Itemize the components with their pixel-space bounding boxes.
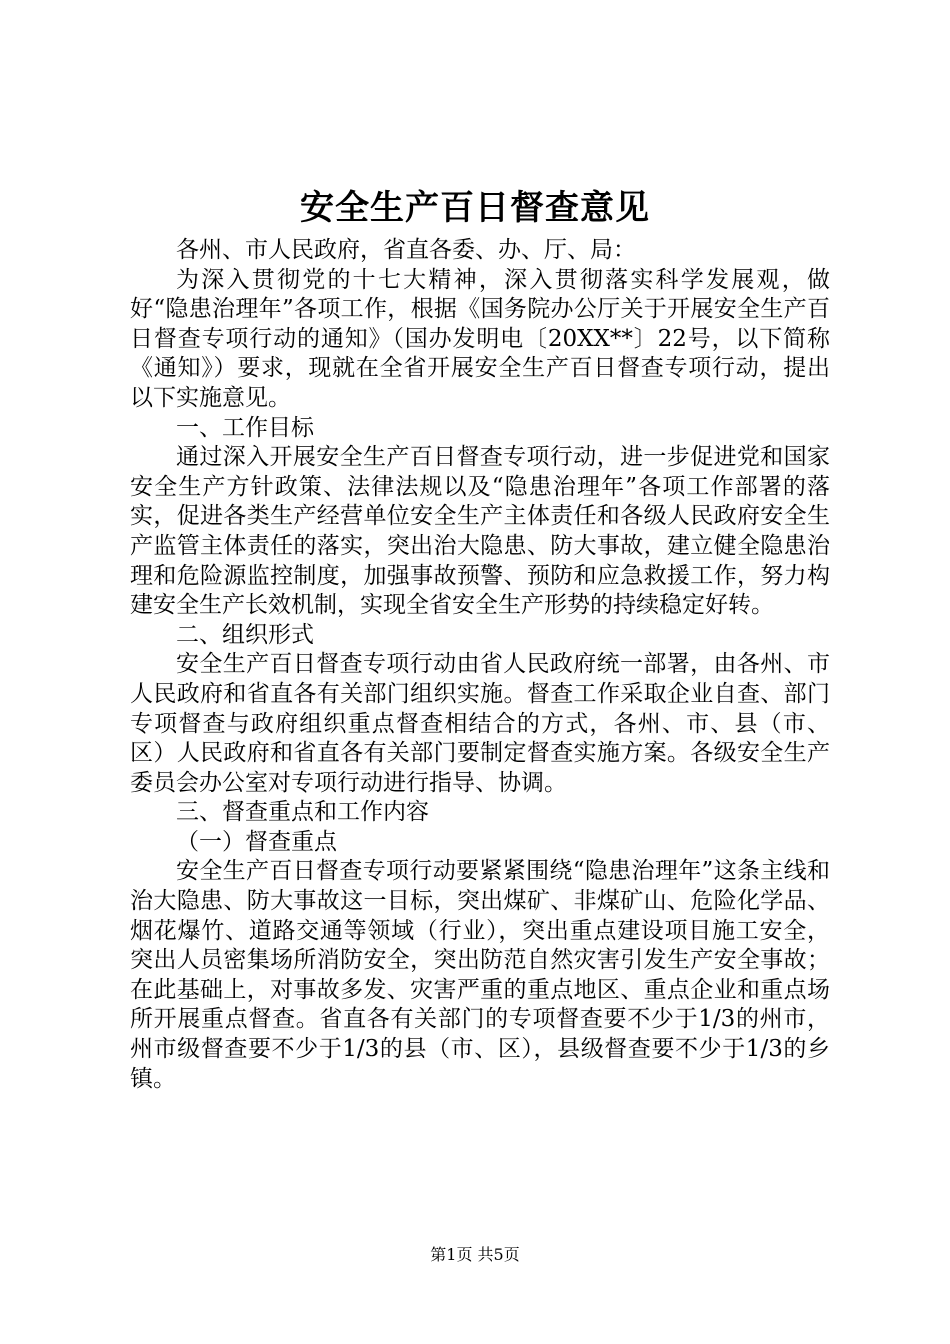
section-heading-focus: 三、督查重点和工作内容: [176, 799, 429, 826]
section-text-organization: 安全生产百日督查专项行动由省人民政府统一部署，由各州、市人民政府和省直各有关部门组织实施。督查工作采取企业自查、部门专项督查与政府组织重点督查相结合的方式，各州、市、县（市、区）人民政府和省直各有关部门要制定督查实施方案。各级安全生产委员会办公室对专项行动进行指导、协调。: [130, 651, 830, 796]
section-heading-organization: 二、组织形式: [176, 621, 314, 648]
section-text-goals: 通过深入开展安全生产百日督查专项行动，进一步促进党和国家安全生产方针政策、法律法规以及“隐患治理年”各项工作部署的落实，促进各类生产经营单位安全生产主体责任和各级人民政府安全生产监管主体责任的落实，突出治大隐患、防大事故，建立健全隐患治理和危险源监控制度，加强事故预警、预防和应急救援工作，努力构建安全生产长效机制，实现全省安全生产形势的持续稳定好转。: [130, 444, 830, 619]
section-subheading-focus: （一）督查重点: [176, 828, 337, 855]
section-text-focus: 安全生产百日督查专项行动要紧紧围绕“隐患治理年”这条主线和治大隐患、防大事故这一目标，突出煤矿、非煤矿山、危险化学品、烟花爆竹、道路交通等领域（行业），突出重点建设项目施工安全，突出人员密集场所消防安全，突出防范自然灾害引发生产安全事故；在此基础上，对事故多发、灾害严重的重点地区、重点企业和重点场所开展重点督查。省直各有关部门的专项督查要不少于1/3的州市，州市级督查要不少于1/3的县（市、区），县级督查要不少于1/3的乡镇。: [130, 858, 830, 1092]
document-title: 安全生产百日督查意见: [300, 188, 650, 228]
document-body: [130, 236, 830, 1094]
page-footer: 第1页 共5页: [430, 1245, 520, 1264]
section-heading-goals: 一、工作目标: [176, 414, 314, 441]
salutation: 各州、市人民政府，省直各委、办、厅、局：: [176, 237, 636, 263]
intro-paragraph: 为深入贯彻党的十七大精神，深入贯彻落实科学发展观，做好“隐患治理年”各项工作，根据《国务院办公厅关于开展安全生产百日督查专项行动的通知》（国办发明电〔20XX**〕22号，以下简称《通知》）要求，现就在全省开展安全生产百日督查专项行动，提出以下实施意见。: [130, 266, 830, 411]
